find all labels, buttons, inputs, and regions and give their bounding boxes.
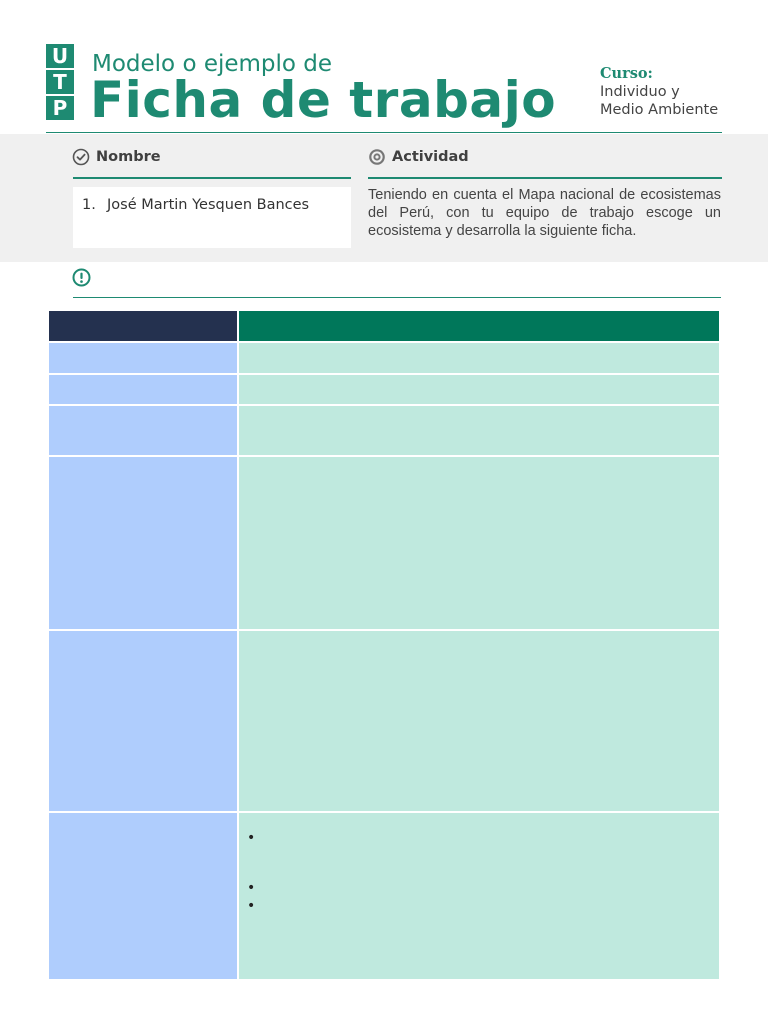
bullet-point: • xyxy=(247,880,256,896)
page-title: Ficha de trabajo xyxy=(90,71,557,129)
activity-description: Teniendo en cuenta el Mapa nacional de ecosistemas del Perú, con tu equipo de trabajo escoge un ecosistema y desarrolla la siguiente ficha. xyxy=(368,187,721,239)
actividad-divider xyxy=(368,177,722,179)
nombre-heading xyxy=(72,148,161,166)
table-cell-label xyxy=(49,813,237,979)
table-row xyxy=(49,631,719,811)
table-row xyxy=(49,813,719,979)
table-header-right xyxy=(239,311,719,341)
table-header-row xyxy=(49,311,719,341)
table-cell-value xyxy=(239,457,719,629)
table-cell-value xyxy=(239,631,719,811)
table-cell-value xyxy=(239,375,719,404)
table-row xyxy=(49,375,719,404)
logo-letter-t: T xyxy=(46,70,74,94)
table-cell-label xyxy=(49,457,237,629)
nombre-heading-label: Nombre xyxy=(96,149,161,165)
utp-logo xyxy=(46,44,74,122)
header-divider xyxy=(46,132,722,133)
table-cell-value xyxy=(239,406,719,455)
table-row xyxy=(49,457,719,629)
table-row xyxy=(49,406,719,455)
bullet-point: • xyxy=(247,898,256,914)
course-label: Curso: xyxy=(600,65,653,82)
check-badge-icon xyxy=(72,148,90,166)
notice-divider xyxy=(73,297,721,298)
page-subtitle: Modelo o ejemplo de xyxy=(92,51,333,77)
course-name-line1: Individuo y xyxy=(600,84,680,100)
logo-letter-p: P xyxy=(46,96,74,120)
table-cell-label xyxy=(49,406,237,455)
course-info xyxy=(600,65,740,119)
table-row xyxy=(49,343,719,373)
student-name: José Martin Yesquen Bances xyxy=(107,197,310,213)
table-cell-label xyxy=(49,631,237,811)
table-cell-value xyxy=(239,343,719,373)
list-number: 1. xyxy=(82,197,96,213)
nombre-divider xyxy=(73,177,351,179)
logo-letter-u: U xyxy=(46,44,74,68)
course-name-line2: Medio Ambiente xyxy=(600,102,719,118)
table-header-left xyxy=(49,311,237,341)
nombre-box xyxy=(73,187,351,248)
table-cell-label xyxy=(49,343,237,373)
actividad-heading-label: Actividad xyxy=(392,149,469,165)
target-icon xyxy=(368,148,386,166)
worksheet-table xyxy=(49,311,719,981)
bullet-point: • xyxy=(247,830,256,846)
actividad-heading xyxy=(368,148,469,166)
exclamation-circle-icon xyxy=(72,268,91,287)
table-cell-label xyxy=(49,375,237,404)
table-cell-value xyxy=(239,813,719,979)
